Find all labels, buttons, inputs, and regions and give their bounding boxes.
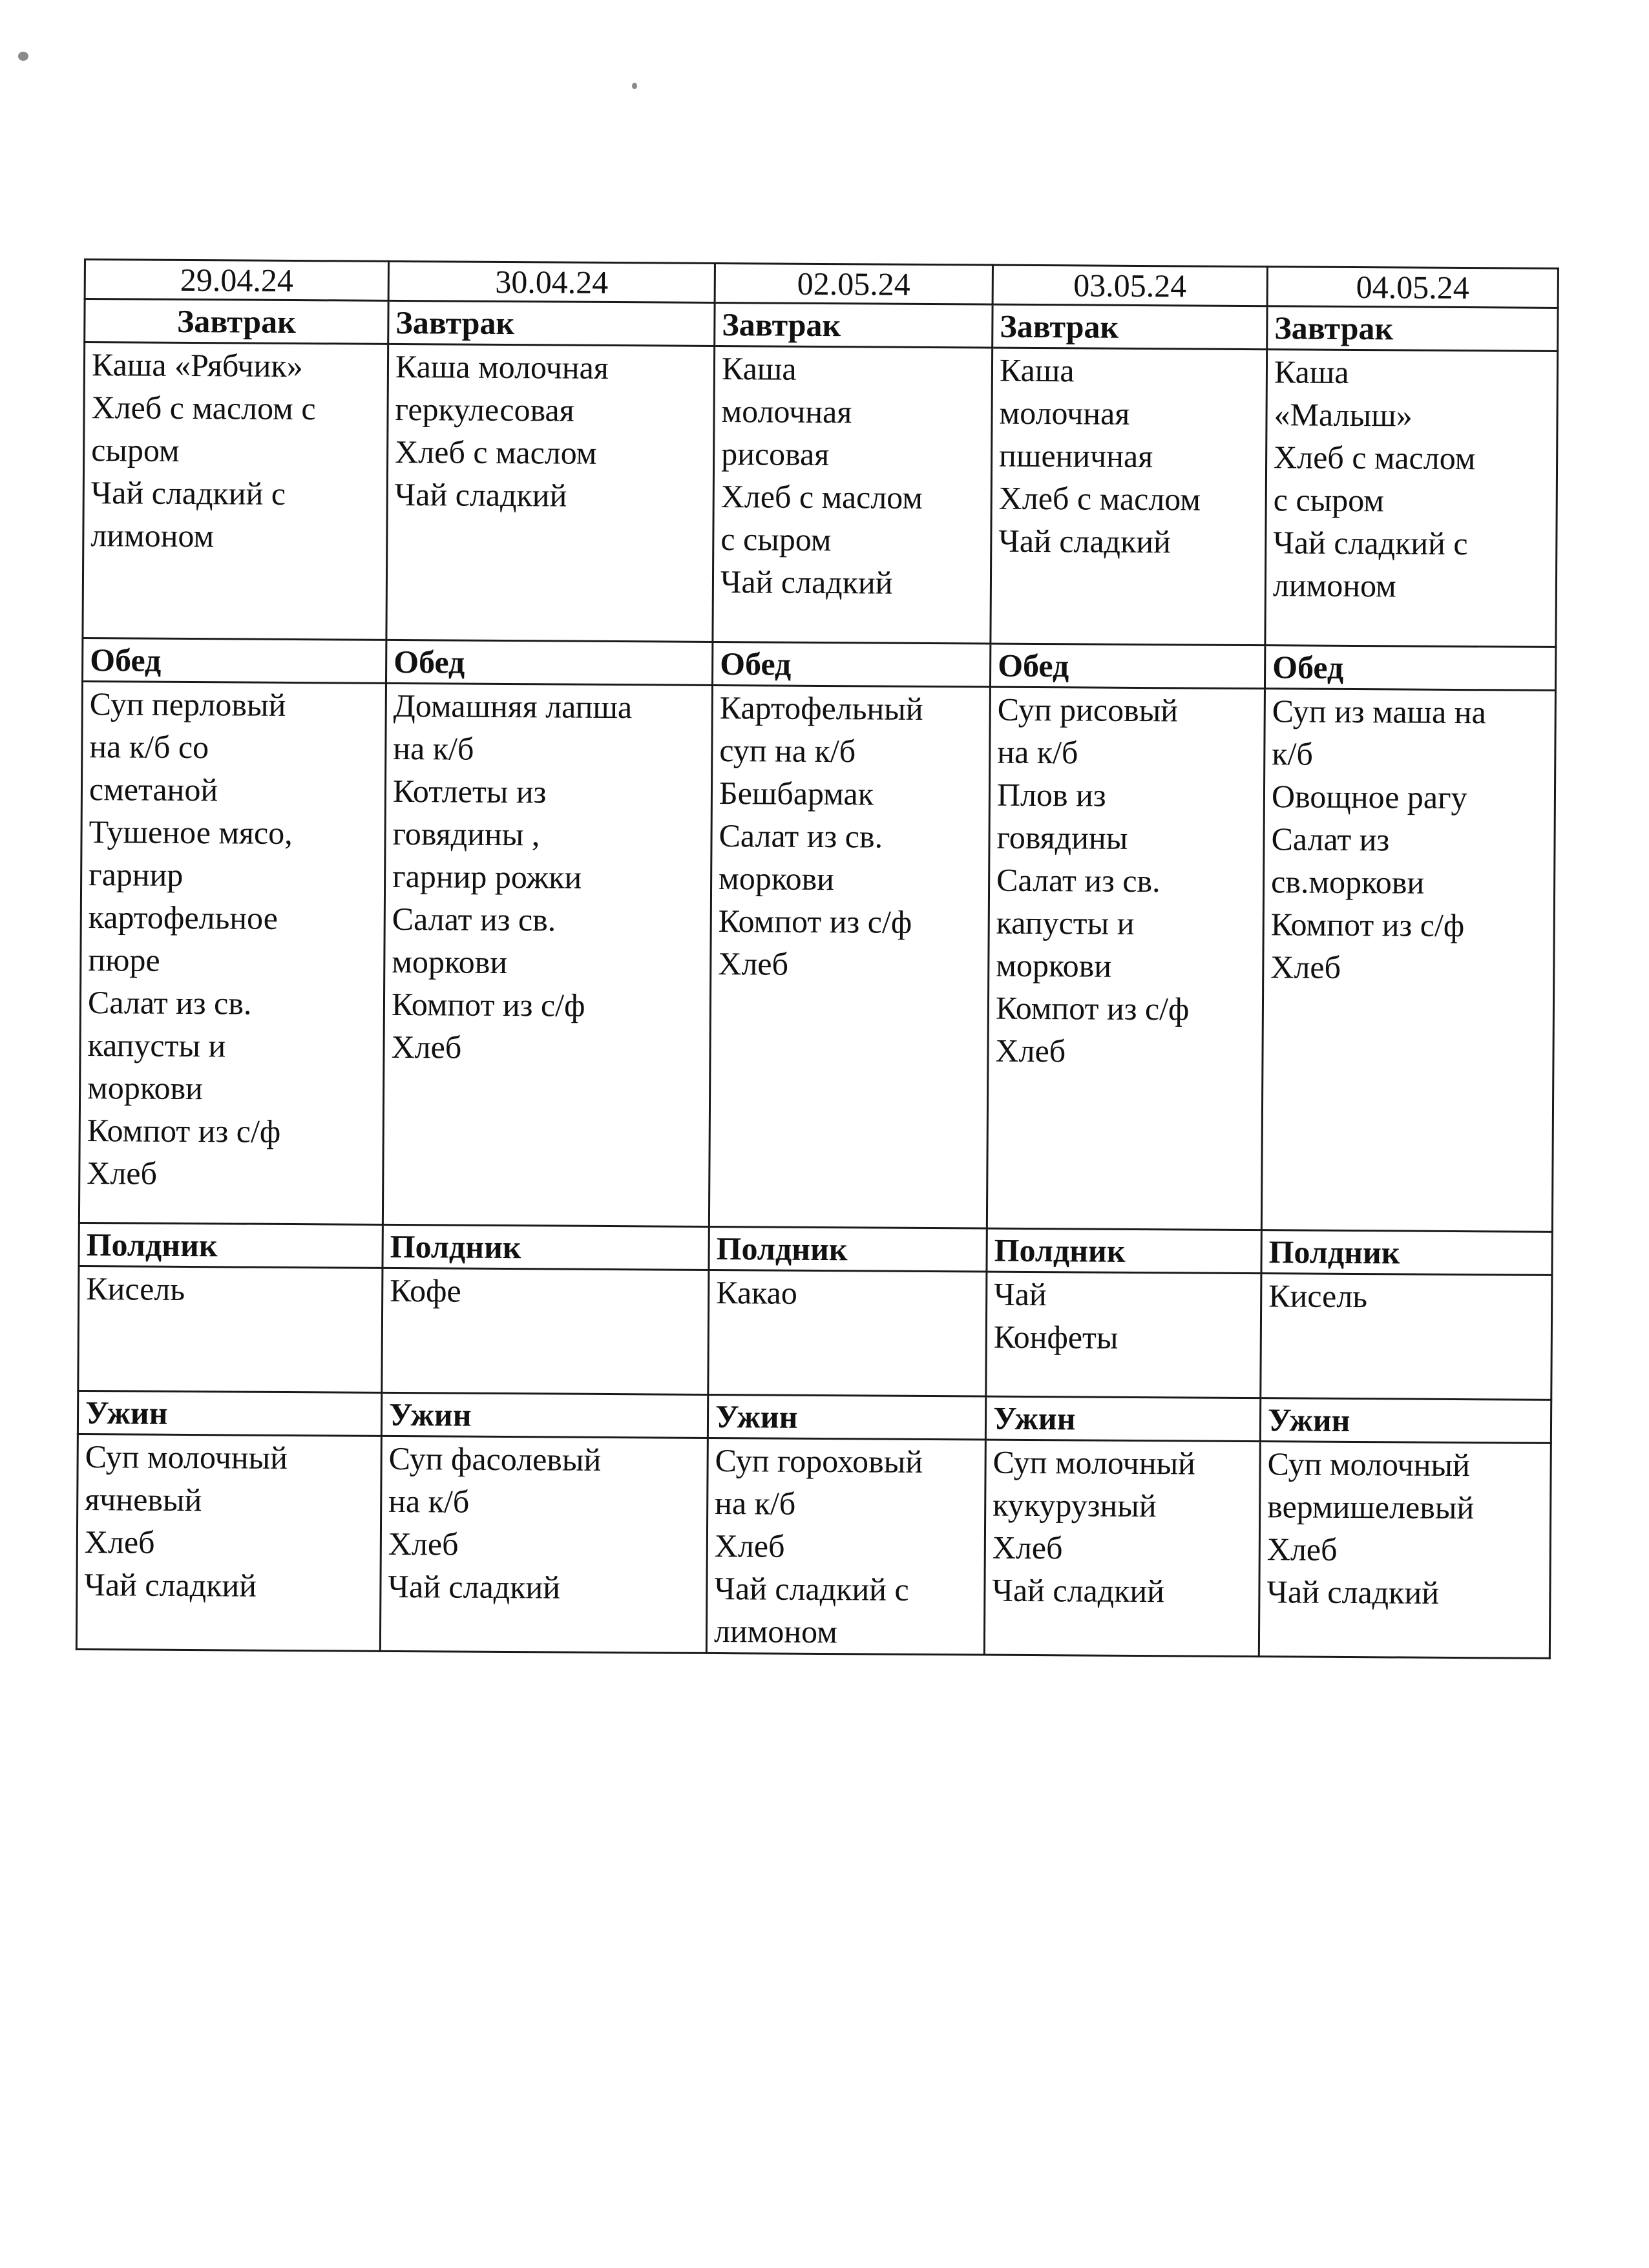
dish-line: гарнир — [89, 856, 184, 893]
dish-line: с сыром — [1273, 481, 1385, 519]
breakfast-menu-cell — [991, 348, 1267, 646]
dinner-heading: Ужин — [381, 1392, 708, 1438]
dish-line: Хлеб — [391, 1028, 462, 1066]
dish-line: Бешбармак — [719, 775, 874, 812]
scan-speck — [632, 83, 637, 89]
breakfast-row — [83, 342, 1558, 647]
scan-speck — [18, 52, 28, 61]
lunch-menu-cell — [987, 687, 1265, 1230]
breakfast-menu-cell — [386, 344, 715, 642]
dish-line: Чай сладкий с — [1273, 524, 1468, 562]
dish-line: говядины , — [392, 815, 540, 853]
dish-line: св.моркови — [1270, 863, 1425, 901]
dish-line: Конфеты — [993, 1318, 1119, 1356]
dish-line: к/б — [1272, 735, 1314, 772]
dish-line: Хлеб с маслом с — [91, 389, 316, 427]
dish-line: Тушеное мясо, — [89, 814, 293, 851]
breakfast-menu-cell — [1265, 350, 1558, 647]
dish-line: Каша — [1274, 353, 1349, 390]
dish-line: Хлеб — [84, 1524, 155, 1560]
dish-line: Хлеб — [87, 1155, 158, 1192]
dish-line: геркулесовая — [395, 390, 574, 428]
dish-line: Картофельный — [719, 689, 923, 727]
snack-heading: Полдник — [987, 1228, 1261, 1274]
dish-line: Компот из с/ф — [1270, 906, 1465, 944]
breakfast-heading: Завтрак — [85, 299, 388, 344]
snack-menu-cell — [1261, 1274, 1552, 1400]
date-cell: 04.05.24 — [1267, 267, 1558, 308]
dish-line: Салат из св. — [996, 861, 1161, 899]
dish-line: с сыром — [720, 521, 832, 558]
dish-line: Кисель — [86, 1270, 185, 1307]
dish-line: Кисель — [1268, 1277, 1368, 1315]
dish-line: Суп фасолевый — [388, 1440, 602, 1478]
breakfast-menu-cell — [83, 342, 388, 640]
lunch-menu-cell — [709, 685, 990, 1228]
dish-line: Хлеб с маслом — [998, 479, 1201, 518]
dish-line: Компот из с/ф — [87, 1112, 281, 1150]
dish-line: Хлеб — [718, 945, 789, 982]
breakfast-heading: Завтрак — [388, 300, 715, 346]
dish-line: Суп гороховый — [715, 1442, 923, 1480]
dish-line: вермишелевый — [1267, 1488, 1475, 1526]
lunch-heading: Обед — [1265, 646, 1555, 691]
dish-line: Хлеб — [388, 1525, 459, 1562]
dish-line: сыром — [91, 432, 180, 468]
dish-line: моркови — [87, 1069, 204, 1107]
snack-menu-cell — [986, 1272, 1261, 1398]
date-cell: 02.05.24 — [715, 263, 993, 304]
breakfast-heading: Завтрак — [715, 302, 993, 348]
dish-line: пшеничная — [998, 437, 1153, 475]
dish-line: Суп из маша на — [1272, 693, 1486, 731]
dish-line: сметаной — [89, 771, 218, 808]
dish-line: молочная — [721, 393, 852, 430]
dish-line: лимоном — [1272, 567, 1396, 604]
dish-line: молочная — [999, 394, 1130, 432]
dish-line: моркови — [718, 860, 835, 898]
dish-line: Чай сладкий с — [714, 1570, 909, 1608]
dish-line: Суп молочный — [1267, 1445, 1471, 1484]
date-cell: 03.05.24 — [993, 265, 1267, 306]
dish-line: Чай сладкий — [720, 563, 893, 601]
dish-line: Плов из — [996, 776, 1106, 814]
snack-heading: Полдник — [1261, 1230, 1552, 1276]
dish-line: Хлеб — [992, 1529, 1063, 1566]
dinner-menu-cell — [706, 1438, 985, 1655]
dish-line: Каша молочная — [395, 348, 609, 386]
dish-line: Суп молочный — [85, 1438, 288, 1476]
dish-line: на к/б со — [89, 728, 209, 766]
date-cell: 30.04.24 — [388, 261, 715, 302]
dish-line: Чай сладкий — [394, 476, 567, 514]
dish-line: рисовая — [721, 436, 830, 473]
dish-line: Хлеб — [1266, 1531, 1338, 1568]
dish-line: капусты и — [87, 1027, 226, 1064]
dinner-heading: Ужин — [78, 1391, 381, 1436]
dinner-heading: Ужин — [1260, 1398, 1551, 1444]
dinner-menu-cell — [76, 1434, 381, 1651]
dish-line: капусты и — [996, 904, 1135, 941]
lunch-heading: Обед — [386, 640, 712, 685]
dish-line: Хлеб с маслом — [1273, 439, 1476, 477]
dish-line: Овощное рагу — [1271, 778, 1467, 816]
lunch-menu-cell — [1261, 689, 1555, 1232]
snack-menu-cell — [708, 1270, 987, 1396]
lunch-menu-cell — [383, 683, 712, 1226]
dish-line: Суп перловый — [89, 686, 286, 723]
dinner-menu-cell — [1259, 1442, 1551, 1659]
dinner-heading: Ужин — [985, 1396, 1260, 1442]
lunch-heading: Обед — [990, 644, 1265, 689]
dish-line: говядины — [996, 819, 1128, 856]
dish-line: Салат из св. — [719, 817, 883, 855]
dish-line: гарнир рожки — [392, 857, 582, 896]
dinner-row — [76, 1434, 1551, 1658]
snack-row — [78, 1266, 1552, 1400]
snack-heading: Полдник — [79, 1223, 383, 1268]
dinner-menu-cell — [380, 1436, 708, 1653]
dish-line: Салат из — [1271, 821, 1390, 858]
dish-line: на к/б — [388, 1482, 470, 1520]
dish-line: кукурузный — [993, 1486, 1157, 1524]
dish-line: Суп рисовый — [997, 691, 1179, 729]
dish-line: на к/б — [393, 730, 474, 767]
snack-heading: Полдник — [383, 1224, 709, 1270]
lunch-menu-cell — [79, 681, 386, 1224]
dish-line: суп на к/б — [719, 732, 856, 770]
dish-line: на к/б — [997, 733, 1078, 771]
dish-line: моркови — [996, 947, 1112, 984]
dish-line: Чай сладкий — [1266, 1573, 1440, 1611]
dish-line: лимоном — [90, 517, 215, 554]
dish-line: Каша — [721, 350, 797, 387]
dish-line: Салат из св. — [87, 984, 252, 1022]
dish-line: Компот из с/ф — [718, 903, 912, 940]
dish-line: на к/б — [715, 1485, 796, 1522]
dish-line: пюре — [88, 941, 160, 978]
dish-line: Кофе — [390, 1272, 461, 1309]
dish-line: Какао — [716, 1274, 798, 1311]
dish-line: Чай сладкий — [388, 1568, 561, 1606]
lunch-heading: Обед — [712, 642, 990, 687]
dish-line: «Малыш» — [1274, 396, 1413, 434]
dish-line: Чай сладкий — [84, 1566, 257, 1604]
dish-line: картофельное — [88, 899, 278, 936]
dish-line: Чай сладкий — [998, 522, 1171, 560]
dish-line: Компот из с/ф — [995, 989, 1190, 1027]
breakfast-heading: Завтрак — [1267, 306, 1558, 352]
dish-line: Домашняя лапша — [393, 687, 633, 726]
breakfast-heading: Завтрак — [993, 304, 1267, 350]
dish-line: Котлеты из — [392, 772, 547, 810]
dish-line: Хлеб с маслом — [395, 433, 597, 471]
breakfast-menu-cell — [713, 346, 993, 644]
dish-line: Хлеб с маслом — [720, 478, 923, 516]
dish-line: Чай сладкий — [992, 1571, 1165, 1610]
dish-line: Салат из св. — [392, 900, 556, 938]
snack-heading: Полдник — [709, 1226, 987, 1272]
dish-line: моркови — [392, 943, 508, 981]
lunch-row — [79, 681, 1555, 1232]
date-cell: 29.04.24 — [85, 260, 388, 301]
dish-line: Каша — [999, 352, 1075, 389]
dish-line: Чай — [994, 1276, 1047, 1313]
snack-menu-cell — [382, 1268, 709, 1394]
dinner-menu-cell — [984, 1440, 1260, 1657]
dish-line: ячневый — [85, 1481, 202, 1518]
dish-line: Хлеб — [995, 1032, 1066, 1069]
dish-line: Компот из с/ф — [391, 985, 585, 1024]
dish-line: Хлеб — [1270, 949, 1341, 985]
dish-line: лимоном — [713, 1612, 838, 1650]
dish-line: Каша «Рябчик» — [91, 346, 303, 384]
snack-menu-cell — [78, 1266, 383, 1392]
dinner-heading: Ужин — [708, 1394, 985, 1440]
dish-line: Суп молочный — [993, 1444, 1196, 1482]
dish-line: Чай сладкий с — [90, 474, 286, 512]
dish-line: Хлеб — [714, 1527, 785, 1564]
lunch-heading: Обед — [83, 638, 386, 683]
weekly-menu-table — [76, 258, 1559, 1659]
